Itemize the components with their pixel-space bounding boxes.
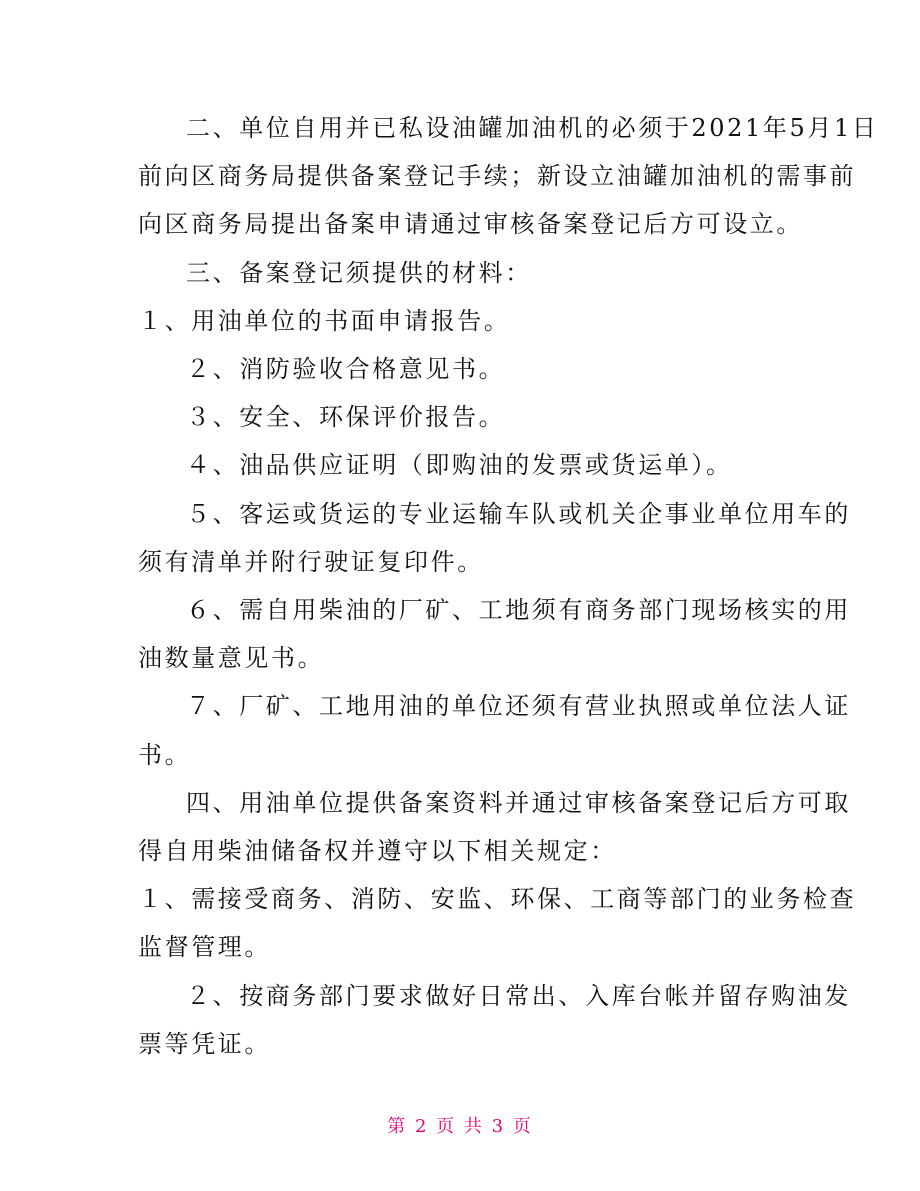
list-item: ２、消防验收合格意见书。 <box>186 355 506 384</box>
list-item: ４、油品供应证明（即购油的发票或货运单）。 <box>186 451 733 480</box>
text-line: 油数量意见书。 <box>138 644 325 673</box>
list-item: ２、按商务部门要求做好日常出、入库台帐并留存购油发 <box>186 981 851 1010</box>
text-line: 向区商务局提出备案申请通过审核备案登记后方可设立。 <box>138 210 803 239</box>
text-line: 票等凭证。 <box>138 1029 271 1058</box>
text-line: 书。 <box>138 740 192 769</box>
list-item: ７、厂矿、工地用油的单位还须有营业执照或单位法人证 <box>186 692 851 721</box>
text-line: 监督管理。 <box>138 933 271 962</box>
list-item: １、用油单位的书面申请报告。 <box>138 306 511 335</box>
section-heading: 三、备案登记须提供的材料： <box>186 258 532 287</box>
section-heading: 四、用油单位提供备案资料并通过审核备案登记后方可取 <box>186 788 851 817</box>
list-item: ６、需自用柴油的厂矿、工地须有商务部门现场核实的用 <box>186 596 851 625</box>
list-item: ５、客运或货运的专业运输车队或机关企事业单位用车的 <box>186 499 851 528</box>
list-item: ３、安全、环保评价报告。 <box>186 403 506 432</box>
text-line: 得自用柴油储备权并遵守以下相关规定： <box>138 837 617 866</box>
list-item: １、需接受商务、消防、安监、环保、工商等部门的业务检查 <box>138 885 857 914</box>
text-line: 二、单位自用并已私设油罐加油机的必须于2021年5月1日 <box>186 114 879 142</box>
text-line: 须有清单并附行驶证复印件。 <box>138 547 484 576</box>
text-line: 前向区商务局提供备案登记手续；新设立油罐加油机的需事前 <box>138 162 857 191</box>
page-footer: 第 2 页 共 3 页 <box>387 1116 533 1137</box>
document-body <box>138 104 879 1068</box>
